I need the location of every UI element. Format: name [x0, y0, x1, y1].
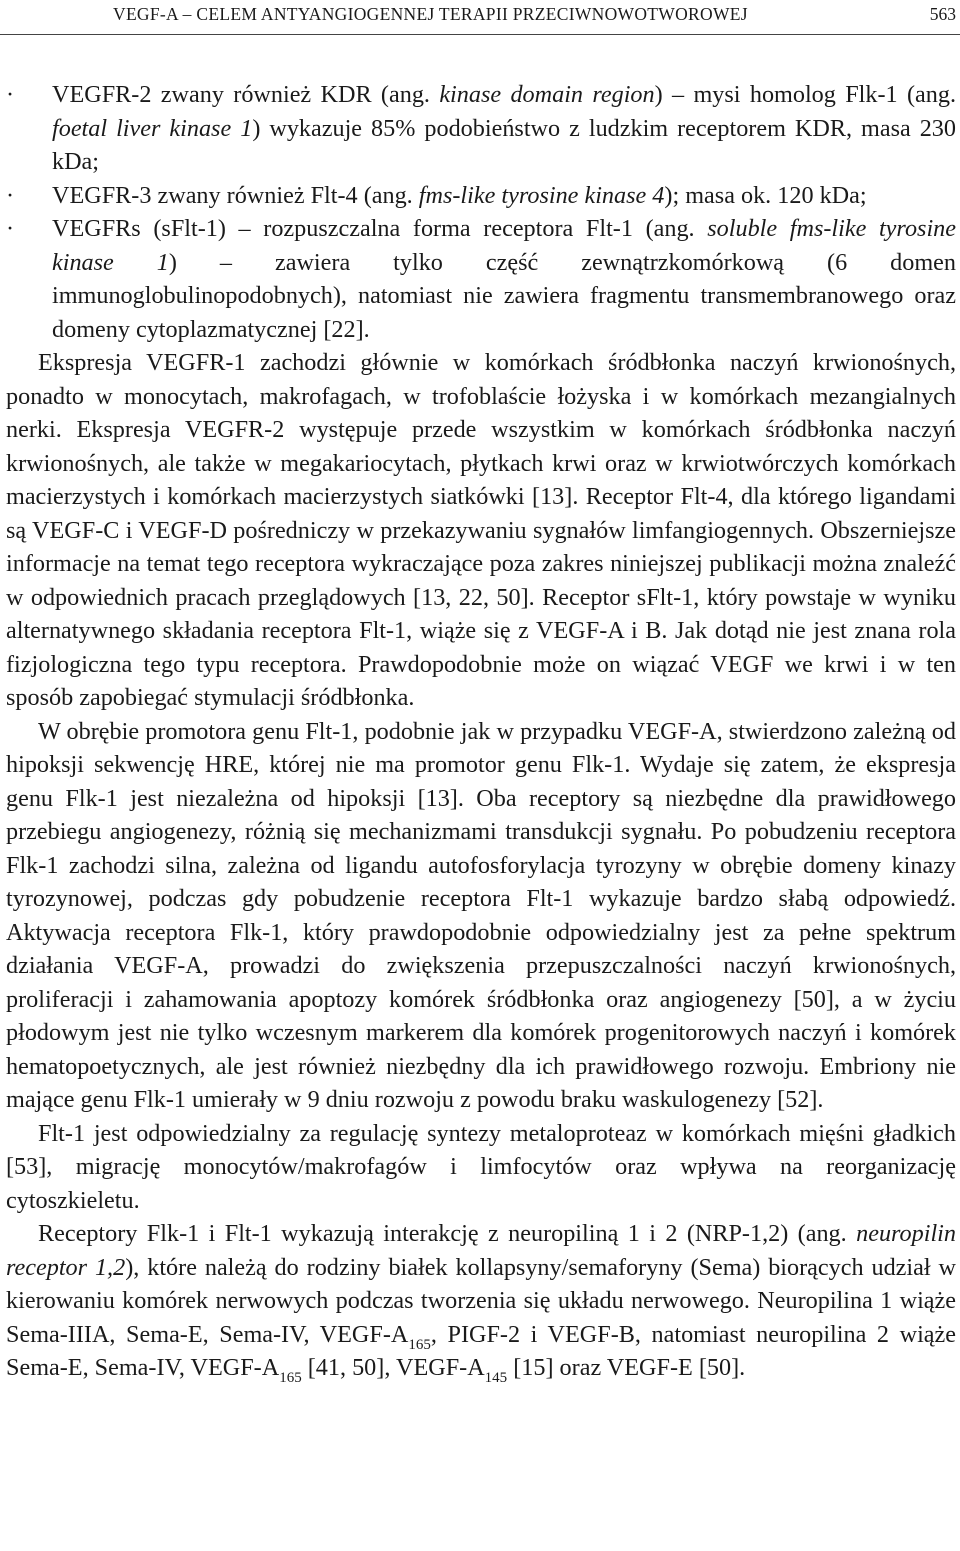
paragraph: Flt-1 jest odpowiedzialny za regulację syntezy metaloproteaz w komórkach mięśni gładkich [53], migrację monocytów/makrofagów i limfocytów oraz wpływa na reorganizację cytoszkieletu.	[6, 1119, 956, 1214]
list-item	[6, 179, 956, 213]
running-header	[0, 0, 960, 35]
paragraph-term: neuropilin receptor 1,2	[6, 1220, 956, 1281]
list-text: VEGFRs (sFlt-1) – rozpuszczalna forma receptora Flt-1 (ang.	[52, 215, 708, 242]
paragraph-text: ), które należą do rodziny białek kollapsyny/semaforyny (Sema) biorących udział w kierowaniu komórek nerwowych podczas tworzenia się układu nerwowego. Neuropilina 1 wiąże Sema-IIIA, Sema-E, Sema-IV, VEGF-A	[6, 1253, 956, 1348]
paragraph	[6, 1217, 956, 1385]
list-item	[6, 78, 956, 179]
article-body	[6, 78, 956, 1385]
paragraph-text: , PIGF-2 i VEGF-B, natomiast neuropilina 2 wiąże Sema-E, Sema-IV, VEGF-A	[6, 1320, 956, 1381]
paragraph: Ekspresja VEGFR-1 zachodzi głównie w komórkach śródbłonka naczyń krwionośnych, ponadto w monocytach, makrofagach, w trofoblaście łożyska i w komórkach mezangialnych nerki. Ekspresja VEGFR-2 występuje przede wszystkim w komórkach śródbłonka naczyń krwionośnych, ale także w megakariocytach, płytkach krwi oraz w krwiotwórczych komórkach macierzystych i komórkach macierzystych siatkówki [13]. Receptor Flt-4, dla którego ligandami są VEGF-C i VEGF-D pośredniczy w przekazywaniu sygnałów limfangiogennych. Obszerniejsze informacje na temat tego receptora wykraczające poza zakres niniejszej publikacji można znaleźć w odpowiednich pracach przeglądowych [13, 22, 50]. Receptor sFlt-1, który powstaje w wyniku alternatywnego składania receptora Flt-1, wiąże się z VEGF-A i B. Jak dotąd nie jest znana rola fizjologiczna tego typu receptora. Prawdopodobnie może on wiązać VEGF we krwi i w ten sposób zapobiegać stymulacji śródbłonka.	[6, 349, 956, 711]
subscript: 165	[408, 1336, 431, 1353]
page-number: 563	[929, 4, 956, 24]
list-text: ) – zawiera tylko część zewnątrzkomórkową (6 domen immunoglobulinopodobnych), natomiast nie zawiera fragmentu transmembranowego oraz domeny cytoplazmatycznej [22].	[52, 248, 956, 343]
paragraph-text: Receptory Flk-1 i Flt-1 wykazują interakcję z neuropiliną 1 i 2 (NRP-1,2) (ang.	[38, 1220, 857, 1247]
list-term: foetal liver kinase 1	[52, 114, 253, 142]
list-text: VEGFR-2 zwany również KDR (ang.	[52, 81, 440, 108]
paragraph-text: [41, 50], VEGF-A	[301, 1354, 485, 1381]
bullet: ·	[6, 81, 15, 108]
list-text: ) wykazuje 85% podobieństwo z ludzkim receptorem KDR, masa 230 kDa;	[52, 114, 956, 175]
list-term: soluble fms-like tyrosine kinase 1	[52, 215, 956, 276]
list-item	[6, 212, 956, 346]
list-text: VEGFR-3 zwany również Flt-4 (ang.	[52, 181, 419, 209]
subscript: 165	[279, 1370, 302, 1386]
paragraph: W obrębie promotora genu Flt-1, podobnie jak w przypadku VEGF-A, stwierdzono zależną od hipoksji sekwencję HRE, której nie ma promotor genu Flk-1. Wydaje się zatem, że ekspresja genu Flk-1 jest niezależna od hipoksji [13]. Oba receptory są niezbędne dla prawidłowego przebiegu angiogenezy, różnią się mechanizmami transdukcji sygnału. Po pobudzeniu receptora Flk-1 zachodzi silna, zależna od ligandu autofosforylacja tyrozyny w obrębie domeny kinazy tyrozynowej, podczas gdy pobudzenie receptora Flt-1 wykazuje bardzo słabą odpowiedź. Aktywacja receptora Flk-1, który prawdopodobnie odpowiedzialny jest za pełne spektrum działania VEGF-A, prowadzi do zwiększenia przepuszczalności naczyń krwionośnych, proliferacji i zahamowania apoptozy komórek śródbłonka oraz angiogenezy [50], a w życiu płodowym jest nie tylko wczesnym markerem dla komórek progenitorowych naczyń i komórek hematopoetycznych, ale jest również niezbędny dla ich prawidłowego rozwoju. Embriony nie mające genu Flk-1 umierały w 9 dniu rozwoju z powodu braku waskulogenezy [52].	[6, 717, 956, 1113]
list-term: kinase domain region	[439, 81, 655, 108]
list-text: ) – mysi homolog Flk-1 (ang.	[654, 81, 956, 108]
bullet: ·	[6, 181, 15, 209]
bullet: ·	[6, 215, 15, 242]
paragraph-text: [15] oraz VEGF-E [50].	[507, 1354, 746, 1381]
list-text: ); masa ok. 120 kDa;	[664, 181, 867, 209]
subscript: 145	[484, 1370, 508, 1386]
list-term: fms-like tyrosine kinase 4	[418, 181, 665, 209]
running-title: VEGF-A – CELEM ANTYANGIOGENNEJ TERAPII PRZECIWNOWOTWOROWEJ	[113, 4, 748, 24]
